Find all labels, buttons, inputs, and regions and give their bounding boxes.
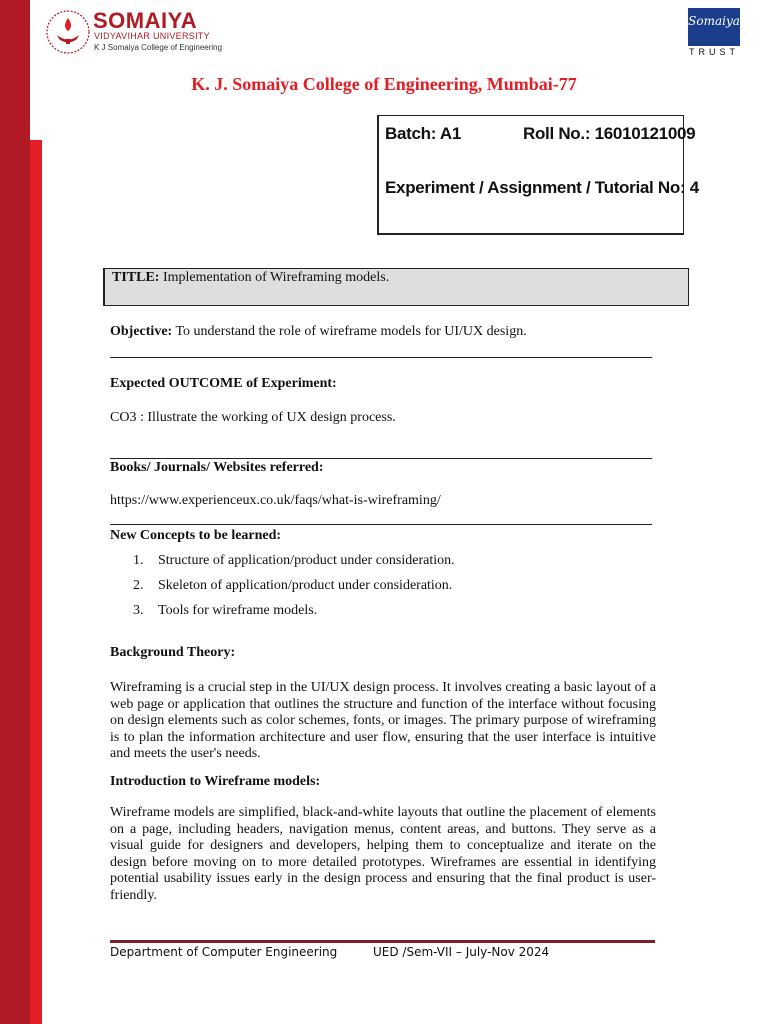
title-label: TITLE: <box>112 270 160 285</box>
footer-rule <box>110 940 655 943</box>
outcome-value: CO3 : Illustrate the working of UX design process. <box>110 410 396 425</box>
college-title: K. J. Somaiya College of Engineering, Mumbai-77 <box>191 74 577 94</box>
list-item-text: Skeleton of application/product under consideration. <box>158 578 453 593</box>
background-paragraph: Wireframing is a crucial step in the UI/UX design process. It involves creating a basic layout of a web page or application that outlines the structure and function of the interface without focusing on design elements such as color schemes, fonts, or images. The primary purpose of wireframing is to plan the information architecture and user flow, ensuring that the user interface is intuitive and meets the user's needs. <box>110 680 656 762</box>
introduction-paragraph: Wireframe models are simplified, black-and-white layouts that outline the placement of elements on a page, including headers, navigation menus, content areas, and buttons. They serve as a visual guide for designers and developers, helping them to conceptualize and iterate on the design before moving on to more detailed prototypes. Wireframes are essential in identifying potential usability issues early in the design process and ensuring that the final product is user-friendly. <box>110 805 656 903</box>
list-item-text: Structure of application/product under consideration. <box>158 553 455 568</box>
university-subtitle: VIDYAVIHAR UNIVERSITY <box>94 31 210 41</box>
objective-line <box>110 324 527 340</box>
trust-script-text: Somaiya <box>688 14 740 28</box>
list-item: 2. <box>133 578 144 593</box>
divider <box>110 458 652 459</box>
footer-semester: UED /Sem-VII – July-Nov 2024 <box>373 945 550 959</box>
title-value: Implementation of Wireframing models. <box>159 270 390 285</box>
divider <box>110 524 652 525</box>
list-item: 3. <box>133 603 144 618</box>
objective-value: To understand the role of wireframe models for UI/UX design. <box>172 324 527 339</box>
background-heading: Background Theory: <box>110 645 236 660</box>
university-logo <box>44 8 92 56</box>
left-accent-bar <box>30 140 42 1024</box>
batch-label: Batch: A1 <box>385 124 462 143</box>
lamp-emblem-icon <box>44 8 92 56</box>
university-name: SOMAIYA <box>93 8 198 33</box>
concepts-heading: New Concepts to be learned: <box>110 528 282 543</box>
experiment-number: Experiment / Assignment / Tutorial No: 4 <box>385 178 699 197</box>
divider <box>110 357 652 358</box>
list-item: 1. <box>133 553 144 568</box>
trust-label: TRUST <box>689 47 739 57</box>
references-heading: Books/ Journals/ Websites referred: <box>110 460 324 475</box>
left-margin-bar <box>0 0 30 1024</box>
reference-link[interactable]: https://www.experienceux.co.uk/faqs/what-is-wireframing/ <box>110 493 441 508</box>
objective-label: Objective: <box>110 324 173 339</box>
college-small-name: K J Somaiya College of Engineering <box>94 43 223 52</box>
roll-number: Roll No.: 16010121009 <box>523 124 696 143</box>
outcome-heading: Expected OUTCOME of Experiment: <box>110 376 337 391</box>
list-item-text: Tools for wireframe models. <box>158 603 318 618</box>
introduction-heading: Introduction to Wireframe models: <box>110 774 321 789</box>
title-line <box>112 270 389 286</box>
footer-department: Department of Computer Engineering <box>110 945 338 959</box>
